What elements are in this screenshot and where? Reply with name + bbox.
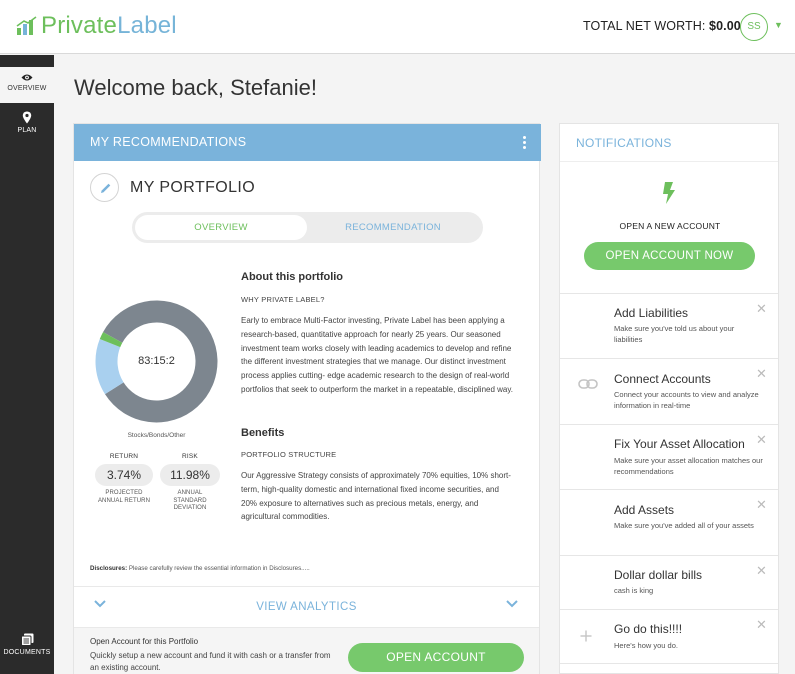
- view-analytics-link[interactable]: VIEW ANALYTICS: [256, 601, 357, 613]
- logo-label-text: Label: [117, 12, 177, 39]
- notification-title: Add Liabilities: [614, 306, 689, 320]
- about-body: Early to embrace Multi-Factor investing, Private Label has been applying a research-based, quantitative approach for nearly 25 years. Our seasoned investment team works closely with leading academics to develop and refine the different investment strategies that we manage. Our distinct investment process applies cutting- edge academic research to the design of real-world portfolios that seek to outperform the market in a repeatable, disciplined way.: [241, 316, 513, 394]
- notification-item[interactable]: [560, 490, 779, 556]
- open-account-title: Open Account for this Portfolio: [90, 637, 199, 646]
- notification-title: Add Assets: [614, 503, 675, 517]
- notification-description: cash is king: [614, 586, 654, 595]
- allocation-ratio: 83:15:2: [138, 355, 175, 367]
- logo-private-text: Private: [41, 12, 118, 39]
- nav-item-documents[interactable]: [0, 633, 54, 656]
- return-caption-line-2: ANNUAL RETURN: [97, 497, 151, 504]
- disclosure-label: Disclosures:: [90, 565, 128, 572]
- notification-title: Go do this!!!!: [614, 622, 683, 636]
- net-worth-label: TOTAL NET WORTH:: [583, 19, 706, 33]
- close-icon[interactable]: ✕: [756, 301, 767, 316]
- page-title: Welcome back, Stefanie!: [74, 75, 317, 100]
- top-header: [0, 0, 795, 54]
- close-icon[interactable]: ✕: [756, 563, 767, 578]
- more-options-icon[interactable]: [523, 136, 527, 151]
- documents-icon: [21, 633, 34, 646]
- return-caption: [94, 490, 154, 505]
- left-navigation: [0, 55, 54, 674]
- tab-overview[interactable]: OVERVIEW: [135, 215, 307, 240]
- risk-label: RISK: [182, 453, 198, 460]
- nav-label-overview: OVERVIEW: [7, 85, 47, 92]
- return-caption-line-1: PROJECTED: [105, 490, 143, 496]
- notification-description: Make sure you've told us about your liabilities: [614, 324, 735, 344]
- open-account-button[interactable]: OPEN ACCOUNT: [348, 643, 524, 672]
- eye-icon: [21, 73, 33, 82]
- portfolio-view-toggle: [132, 212, 483, 243]
- return-label: RETURN: [109, 453, 139, 460]
- close-icon[interactable]: ✕: [756, 617, 767, 632]
- nav-label-plan: PLAN: [17, 127, 37, 134]
- link-icon: [578, 379, 598, 389]
- plus-icon: [580, 630, 592, 642]
- open-new-account-label: OPEN A NEW ACCOUNT: [619, 221, 721, 231]
- divider: [560, 161, 779, 162]
- notification-item[interactable]: [560, 294, 779, 359]
- notification-item[interactable]: [560, 359, 779, 425]
- nav-label-documents: DOCUMENTS: [3, 649, 51, 656]
- notification-description: Make sure you've added all of your assets: [614, 521, 754, 530]
- open-account-now-button[interactable]: OPEN ACCOUNT NOW: [584, 242, 755, 270]
- notification-item[interactable]: [560, 425, 779, 490]
- risk-caption-line-1: ANNUAL: [177, 490, 203, 496]
- caret-down-icon[interactable]: ▼: [774, 20, 783, 30]
- pencil-icon: [91, 174, 120, 203]
- disclosure-link[interactable]: Please carefully review the essential information in Disclosures.....: [128, 565, 310, 572]
- close-icon[interactable]: ✕: [756, 366, 767, 381]
- about-subtitle: WHY PRIVATE LABEL?: [241, 295, 325, 304]
- notification-description: Here's how you do.: [614, 641, 678, 650]
- notification-description: Connect your accounts to view and analyze information in real-time: [614, 390, 759, 410]
- notification-title: Fix Your Asset Allocation: [614, 437, 745, 451]
- disclosure: [90, 565, 310, 572]
- risk-caption: [160, 490, 220, 513]
- notification-item[interactable]: [560, 610, 779, 664]
- allocation-caption: Stocks/Bonds/Other: [127, 432, 186, 439]
- notification-description: Make sure your asset allocation matches our recommendations: [614, 456, 763, 476]
- chevron-down-icon[interactable]: [506, 600, 518, 608]
- portfolio-title: MY PORTFOLIO: [130, 179, 256, 196]
- close-icon[interactable]: ✕: [756, 432, 767, 447]
- edit-portfolio-button[interactable]: [90, 173, 119, 202]
- about-title: About this portfolio: [241, 271, 344, 283]
- avatar[interactable]: SS: [740, 13, 768, 41]
- benefits-title: Benefits: [241, 427, 285, 439]
- open-account-section: [74, 627, 539, 674]
- return-value: 3.74%: [95, 464, 153, 486]
- notifications-panel: [559, 123, 779, 674]
- lightning-bolt-icon: [662, 182, 676, 204]
- logo[interactable]: [16, 12, 177, 40]
- logo-bars-icon: [16, 16, 38, 36]
- nav-item-plan[interactable]: [0, 111, 54, 134]
- map-pin-icon: [22, 111, 32, 124]
- notification-title: Connect Accounts: [614, 372, 711, 386]
- benefits-subtitle: PORTFOLIO STRUCTURE: [241, 450, 337, 459]
- net-worth-value: $0.00: [709, 19, 741, 33]
- open-account-description: Quickly setup a new account and fund it with cash or a transfer from an existing account.: [90, 651, 331, 672]
- risk-value: 11.98%: [160, 464, 220, 486]
- view-analytics-bar[interactable]: [74, 586, 539, 626]
- nav-item-overview[interactable]: [0, 67, 54, 103]
- recommendations-header: [74, 124, 541, 161]
- tab-recommendation[interactable]: RECOMMENDATION: [345, 222, 441, 233]
- notifications-title: NOTIFICATIONS: [576, 136, 672, 150]
- recommendations-title: MY RECOMMENDATIONS: [90, 135, 247, 149]
- notification-item[interactable]: [560, 556, 779, 610]
- notification-title: Dollar dollar bills: [614, 568, 703, 582]
- total-net-worth: [583, 19, 741, 33]
- close-icon[interactable]: ✕: [756, 497, 767, 512]
- risk-caption-line-2: STANDARD: [173, 497, 207, 504]
- benefits-body: Our Aggressive Strategy consists of approximately 70% equities, 10% short-term, high-quality domestic and international fixed income securities, and 20% exposure to alternatives such as precious metals, energy, and agricultural commodities.: [241, 471, 511, 522]
- risk-caption-line-3: DEVIATION: [173, 505, 207, 511]
- recommendations-panel: [73, 123, 540, 674]
